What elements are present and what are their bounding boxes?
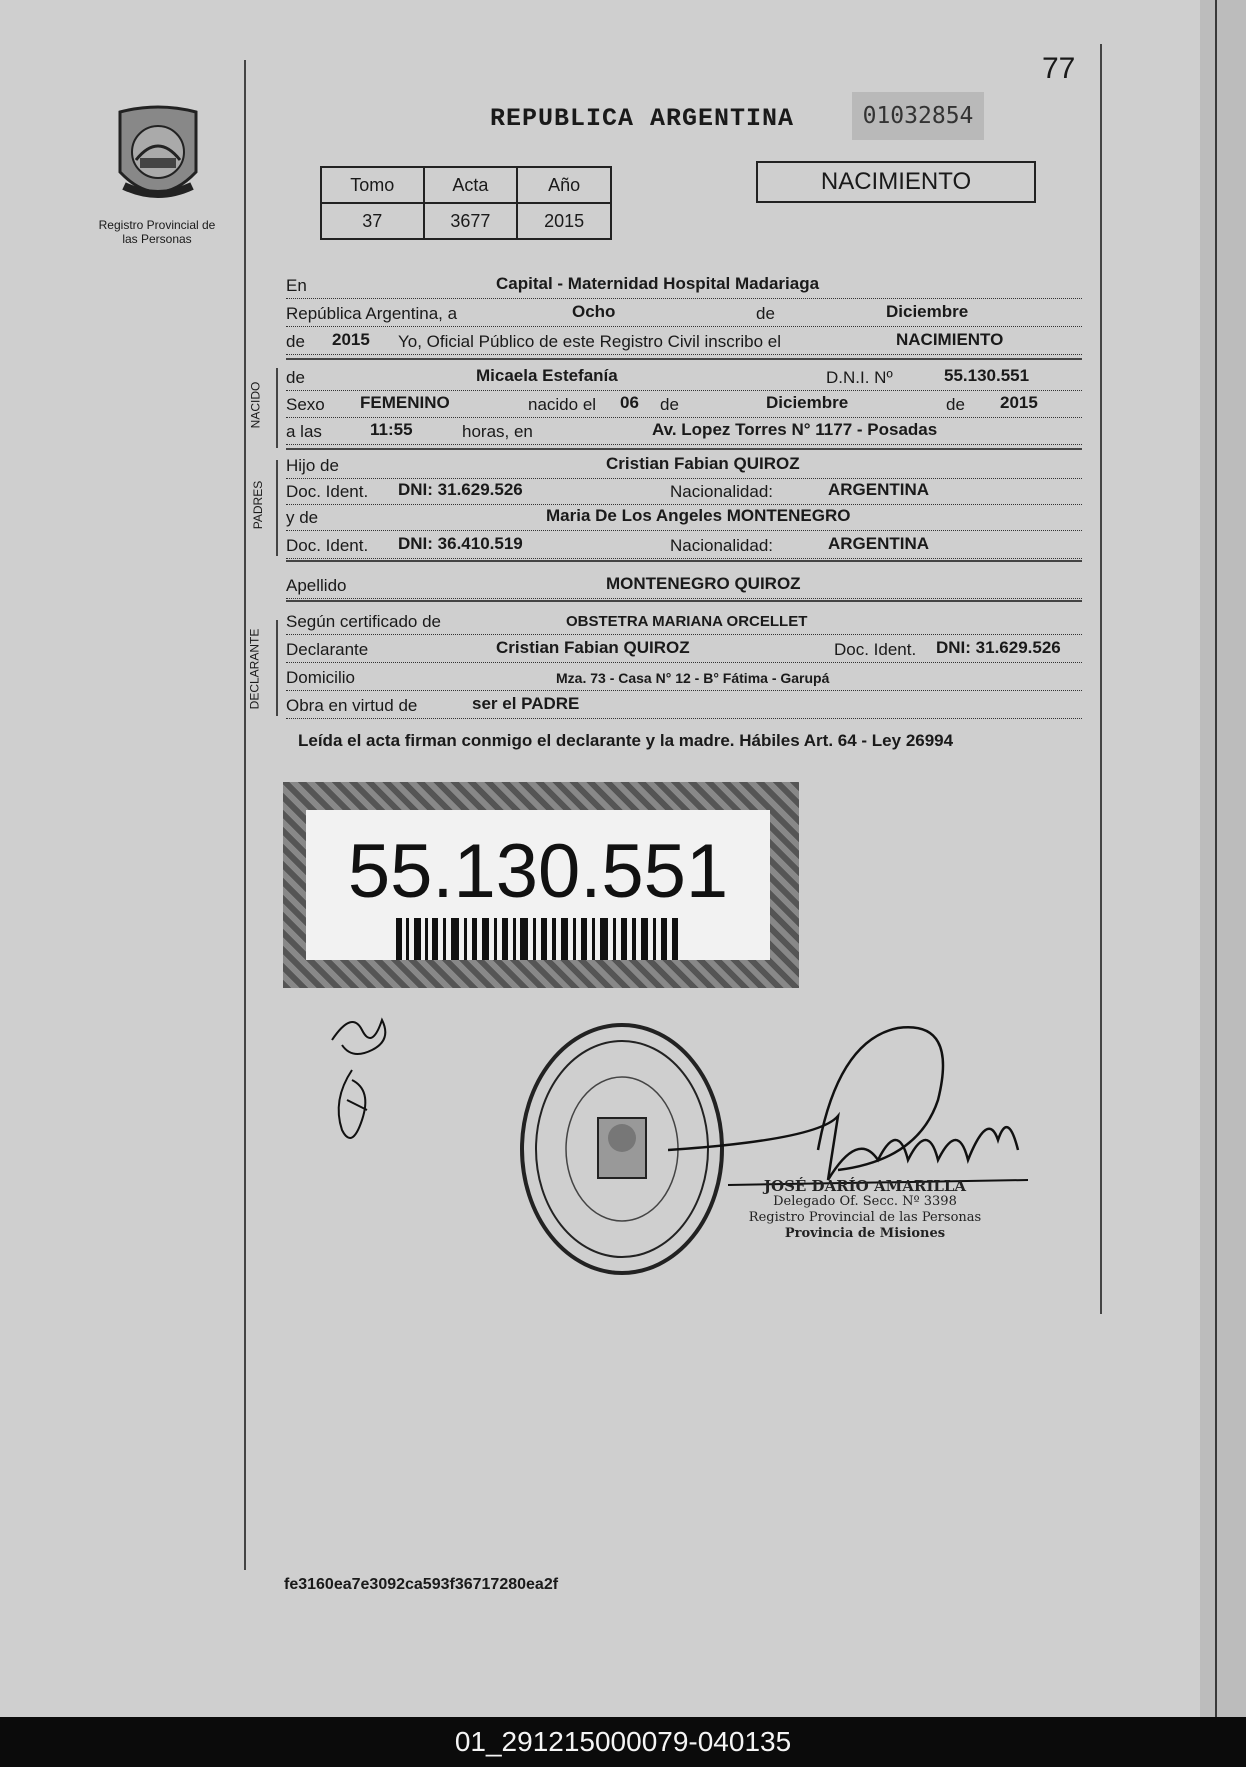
born-dni-value: 55.130.551 xyxy=(944,366,1030,385)
official-province: Provincia de Misiones xyxy=(784,1226,946,1241)
official-name: JOSÉ DARÍO AMARILLA xyxy=(763,1177,967,1195)
registry-value-tomo: 37 xyxy=(321,203,424,239)
registry-header-row xyxy=(321,167,611,203)
section-label-nacido: NACIDO xyxy=(248,381,263,429)
document-hash: fe3160ea7e3092ca593f36717280ea2f xyxy=(284,1576,559,1593)
domicilio-label: Domicilio xyxy=(286,668,355,687)
father-name-value: Cristian Fabian QUIROZ xyxy=(606,454,800,473)
date-line xyxy=(286,298,1082,327)
footer-file-code: 01_291215000079-040135 xyxy=(0,1717,1246,1767)
place-value: Capital - Maternidad Hospital Madariaga xyxy=(496,274,820,293)
right-margin-line xyxy=(1100,44,1102,1314)
barcode xyxy=(396,918,680,960)
born-sex-value: FEMENINO xyxy=(360,393,450,412)
intro-line xyxy=(286,326,1082,355)
certificado-label: Según certificado de xyxy=(286,612,441,631)
obra-line xyxy=(286,690,1082,719)
father-doc-line xyxy=(286,476,1082,505)
de-label: de xyxy=(660,395,679,414)
logo-caption: Registro Provincial de las Personas xyxy=(98,218,216,246)
born-day-value: 06 xyxy=(620,393,639,412)
registry-header-tomo: Tomo xyxy=(321,167,424,203)
father-doc-value: DNI: 31.629.526 xyxy=(398,480,523,499)
declarant-doc-value: DNI: 31.629.526 xyxy=(936,638,1061,657)
born-name-value: Micaela Estefanía xyxy=(476,366,618,385)
section-label-declarante: DECLARANTE xyxy=(247,628,262,710)
dni-label-number: 55.130.551 xyxy=(347,829,729,914)
intro-text: Yo, Oficial Público de este Registro Civil inscribo el xyxy=(398,332,781,351)
doc-label: Doc. Ident. xyxy=(286,482,369,501)
father-line xyxy=(286,450,1082,479)
horas-label: horas, en xyxy=(462,422,533,441)
section-divider xyxy=(286,358,1082,360)
registry-value-acta: 3677 xyxy=(424,203,518,239)
domicile-value: Mza. 73 - Casa N° 12 - B° Fátima - Garupá xyxy=(556,670,830,686)
registry-table xyxy=(320,166,612,240)
province-coat-of-arms-logo xyxy=(110,102,206,212)
dni-label-sticker xyxy=(283,782,799,988)
closing-note: Leída el acta firman conmigo el declarante y la madre. Hábiles Art. 64 - Ley 26994 xyxy=(298,731,954,750)
dni-label-white-area xyxy=(306,810,770,960)
de-label: de xyxy=(286,368,305,387)
de-label: de xyxy=(286,332,305,351)
sexo-label: Sexo xyxy=(286,395,325,414)
de-label: de xyxy=(946,395,965,414)
section-label-padres: PADRES xyxy=(251,480,266,530)
official-stamp xyxy=(740,1178,990,1242)
born-month-value: Diciembre xyxy=(766,393,849,412)
mother-line xyxy=(286,502,1082,531)
doc-label: Doc. Ident. xyxy=(834,640,917,659)
mother-name-value: Maria De Los Angeles MONTENEGRO xyxy=(546,506,851,525)
certificate-value: OBSTETRA MARIANA ORCELLET xyxy=(566,613,808,630)
nacido-label: nacido el xyxy=(528,395,597,414)
document-type-box: NACIMIENTO xyxy=(756,161,1036,203)
dni-label: D.N.I. Nº xyxy=(826,368,893,387)
alas-label: a las xyxy=(286,422,322,441)
nacionalidad-label: Nacionalidad: xyxy=(670,482,774,501)
mother-nationality-value: ARGENTINA xyxy=(828,534,930,553)
page-edge-line xyxy=(1215,0,1217,1717)
serial-number: 01032854 xyxy=(852,92,984,140)
page-edge xyxy=(1200,0,1246,1717)
official-title: Delegado Of. Secc. Nº 3398 xyxy=(773,1194,957,1209)
doc-label: Doc. Ident. xyxy=(286,536,369,555)
page-number: 77 xyxy=(1042,52,1076,85)
registry-header-ano: Año xyxy=(517,167,611,203)
section-divider xyxy=(286,560,1082,562)
surname-value: MONTENEGRO QUIROZ xyxy=(606,574,801,593)
born-time-value: 11:55 xyxy=(370,420,413,439)
born-sex-line xyxy=(286,389,1082,418)
section-divider xyxy=(286,600,1082,602)
father-nationality-value: ARGENTINA xyxy=(828,480,930,499)
nacionalidad-label: Nacionalidad: xyxy=(670,536,774,555)
born-place-line xyxy=(286,416,1082,445)
declarant-name-value: Cristian Fabian QUIROZ xyxy=(496,638,690,657)
left-margin-line xyxy=(244,60,246,1570)
republica-label: República Argentina, a xyxy=(286,304,458,323)
apellido-label: Apellido xyxy=(286,576,347,595)
kind-value: NACIMIENTO xyxy=(896,330,1004,349)
domicile-line xyxy=(286,662,1082,691)
yde-label: y de xyxy=(286,508,319,527)
place-line xyxy=(286,270,1082,299)
certificate-line xyxy=(286,606,1082,635)
surname-line xyxy=(286,570,1082,599)
declarant-line xyxy=(286,634,1082,663)
official-registry: Registro Provincial de las Personas xyxy=(748,1210,982,1225)
year-value: 2015 xyxy=(332,330,370,349)
en-label: En xyxy=(286,276,307,295)
mother-doc-line xyxy=(286,530,1082,559)
mother-doc-value: DNI: 36.410.519 xyxy=(398,534,523,553)
document-title: REPUBLICA ARGENTINA xyxy=(490,104,795,133)
de-label: de xyxy=(756,304,775,323)
born-year-value: 2015 xyxy=(1000,393,1038,412)
obra-value: ser el PADRE xyxy=(472,694,580,713)
hijo-label: Hijo de xyxy=(286,456,339,475)
declarante-label: Declarante xyxy=(286,640,369,659)
obra-label: Obra en virtud de xyxy=(286,696,418,715)
section-bar xyxy=(276,620,278,716)
registry-value-ano: 2015 xyxy=(517,203,611,239)
born-address-value: Av. Lopez Torres N° 1177 - Posadas xyxy=(652,420,938,439)
section-bar xyxy=(276,368,278,448)
registry-value-row xyxy=(321,203,611,239)
month-value: Diciembre xyxy=(886,302,969,321)
declarant-signature-icon xyxy=(322,1000,402,1156)
registry-header-acta: Acta xyxy=(424,167,518,203)
section-bar xyxy=(276,460,278,556)
born-name-line xyxy=(286,362,1082,391)
day-words-value: Ocho xyxy=(572,302,616,321)
